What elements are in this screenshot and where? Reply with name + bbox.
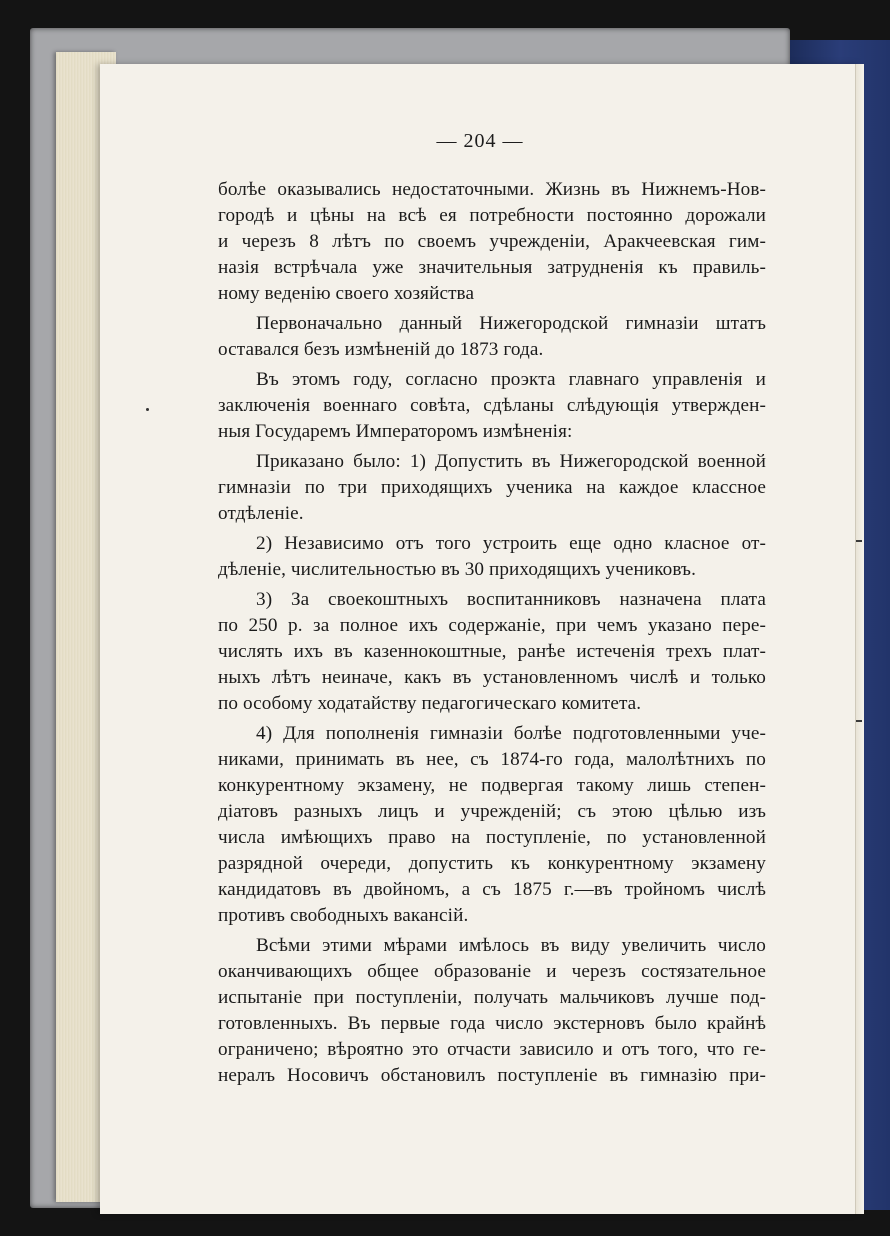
text-line: по особому ходатайству педагогическаго комитета. [218, 693, 642, 714]
text-line: числа имѣющихъ право на поступленіе, по установленной [218, 827, 766, 848]
text-line: по 250 р. за полное ихъ содержаніе, при чемъ указано пере- [218, 615, 766, 636]
text-line: назія встрѣчала уже значительныя затрудненія къ правиль- [218, 257, 766, 278]
text-line: и черезъ 8 лѣтъ по своемъ учрежденіи, Аракчеевская гим- [218, 231, 766, 252]
text-line: Въ этомъ году, согласно проэкта главнаго управленія и [256, 369, 766, 390]
text-line: кандидатовъ въ двойномъ, а съ 1875 г.—въ тройномъ числѣ [218, 879, 766, 900]
text-line: ному веденію своего хозяйства [218, 283, 475, 304]
text-line: противъ свободныхъ вакансій. [218, 905, 469, 926]
text-line: числять ихъ въ казеннокоштные, ранѣе истеченія трехъ плат- [218, 641, 766, 662]
text-line: гимназіи по три приходящихъ ученика на каждое классное [218, 477, 766, 498]
text-line: ныя Государемъ Императоромъ измѣненія: [218, 421, 573, 442]
text-line: оставался безъ измѣненій до 1873 года. [218, 339, 544, 360]
text-line: Всѣми этими мѣрами имѣлось въ виду увеличить число [256, 935, 766, 956]
text-line: ныхъ лѣтъ неиначе, какъ въ установленномъ числѣ и только [218, 667, 766, 688]
text-line: ограничено; вѣроятно это отчасти зависило и отъ того, что ге- [218, 1039, 766, 1060]
page-number: — 204 — [436, 130, 524, 152]
text-line: болѣе оказывались недостаточными. Жизнь въ Нижнемъ-Нов- [218, 179, 766, 200]
text-line: готовленныхъ. Въ первые года число экстерновъ было крайнѣ [218, 1013, 766, 1034]
text-line: городѣ и цѣны на всѣ ея потребности постоянно дорожали [218, 205, 766, 226]
edge-tick [856, 720, 862, 722]
text-line: заключенія военнаго совѣта, сдѣланы слѣдующія утвержден- [218, 395, 766, 416]
edge-tick [856, 540, 862, 542]
text-line: Приказано было: 1) Допустить въ Нижегородской военной [256, 451, 766, 472]
text-line: 2) Независимо отъ того устроить еще одно класное от- [256, 533, 766, 554]
text-line: отдѣленіе. [218, 503, 304, 524]
body-text [218, 177, 766, 1089]
text-line: дѣленіе, числительностью въ 30 приходящихъ учениковъ. [218, 559, 696, 580]
text-line: никами, принимать въ нее, съ 1874-го года, малолѣтнихъ по [218, 749, 766, 770]
text-line: 3) За своекоштныхъ воспитанниковъ назначена плата [256, 589, 766, 610]
text-line: 4) Для пополненія гимназіи болѣе подготовленными уче- [256, 723, 766, 744]
text-line: оканчивающихъ общее образованіе и черезъ состязательное [218, 961, 766, 982]
margin-mark [146, 408, 149, 411]
text-line: нералъ Носовичъ обстановилъ поступленіе въ гимназію при- [218, 1065, 766, 1086]
text-line: діатовъ разныхъ лицъ и учрежденій; съ этою цѣлью изъ [218, 801, 766, 822]
text-line: Первоначально данный Нижегородской гимназіи штатъ [256, 313, 766, 334]
text-line: разрядной очереди, допустить къ конкурентному экзамену [218, 853, 766, 874]
text-line: конкурентному экзамену, не подвергая такому лишь степен- [218, 775, 766, 796]
page-fold-edge [855, 64, 864, 1214]
text-line: испытаніе при поступленіи, получать мальчиковъ лучше под- [218, 987, 766, 1008]
